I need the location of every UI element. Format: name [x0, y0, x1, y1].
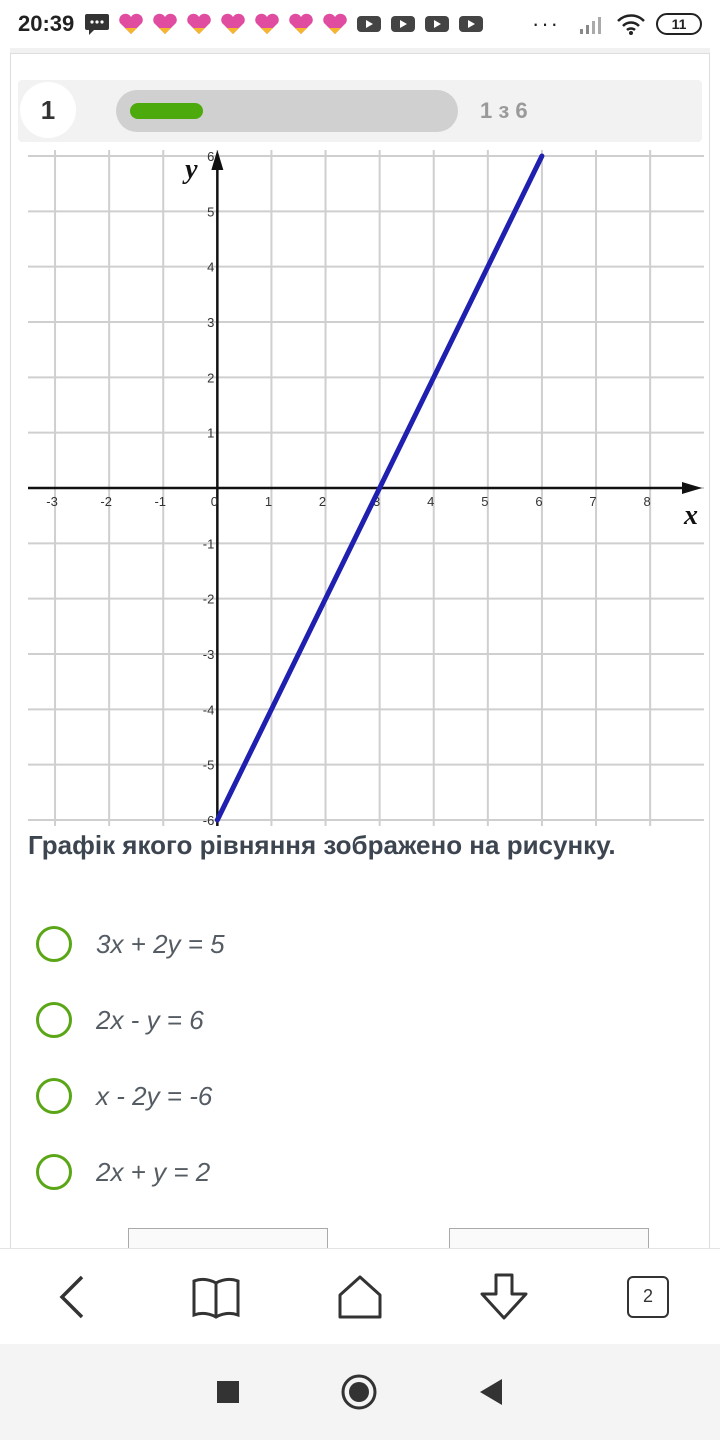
x-tick-label: -3: [46, 494, 58, 509]
radio-button[interactable]: [36, 926, 72, 962]
progress-bar-fill: [130, 103, 203, 119]
answer-label: 2x + y = 2: [96, 1156, 211, 1187]
back-button[interactable]: [37, 1262, 107, 1332]
question-text: Графік якого рівняння зображено на рисунку.: [28, 830, 616, 860]
x-axis-label: x: [684, 500, 698, 531]
recent-apps-icon[interactable]: [216, 1380, 240, 1404]
question-counter: 1 з 6: [480, 98, 528, 123]
answer-option-3[interactable]: [36, 1058, 676, 1134]
youtube-icon: [458, 14, 484, 34]
y-tick-label: -6: [202, 813, 215, 826]
tabs-button[interactable]: [613, 1262, 683, 1332]
x-tick-label: 2: [318, 494, 327, 509]
youtube-icon: [356, 14, 382, 34]
x-tick-label: 5: [481, 494, 489, 509]
x-tick-label: 8: [643, 494, 651, 509]
home-circle-icon[interactable]: [340, 1373, 378, 1411]
status-time: 20:39: [18, 11, 75, 36]
line-graph: [28, 150, 704, 826]
y-tick-label: 5: [207, 204, 215, 220]
radio-button[interactable]: [36, 1002, 72, 1038]
progress-bar: [116, 90, 458, 132]
answer-option-2[interactable]: [36, 982, 676, 1058]
y-tick-label: -5: [202, 757, 215, 773]
download-arrow-icon: [478, 1272, 530, 1322]
likee-heart-icon: [322, 13, 348, 35]
status-bar: [0, 0, 720, 48]
question-number-badge: 1: [20, 82, 76, 138]
chevron-left-icon: [52, 1272, 92, 1322]
tabs-count: 2: [627, 1276, 669, 1318]
likee-heart-icon: [220, 13, 246, 35]
y-tick-label: -2: [202, 591, 215, 607]
x-tick-label: -1: [154, 494, 167, 509]
answer-option-4[interactable]: [36, 1134, 676, 1210]
signal-icon: [578, 13, 606, 35]
x-tick-label: 0: [210, 494, 218, 509]
browser-toolbar: [0, 1248, 720, 1344]
book-icon: [191, 1275, 241, 1319]
x-tick-label: 7: [589, 494, 597, 509]
y-axis-label: y: [185, 154, 198, 185]
battery-level: 11: [671, 16, 687, 32]
wifi-icon: [616, 13, 646, 35]
y-tick-label: 2: [207, 370, 215, 386]
likee-heart-icon: [288, 13, 314, 35]
card-top-border: [10, 48, 710, 54]
back-triangle-icon[interactable]: [478, 1377, 504, 1407]
message-icon: [84, 13, 110, 35]
likee-heart-icon: [152, 13, 178, 35]
progress-header: [18, 80, 702, 142]
x-tick-label: 1: [264, 494, 273, 509]
likee-heart-icon: [186, 13, 212, 35]
y-tick-label: 3: [207, 315, 215, 330]
x-tick-label: -2: [100, 494, 112, 509]
notification-icons: [84, 13, 484, 35]
bookmarks-button[interactable]: [181, 1262, 251, 1332]
radio-button[interactable]: [36, 1154, 72, 1190]
y-tick-label: -1: [202, 536, 215, 552]
home-button[interactable]: [325, 1262, 395, 1332]
youtube-icon: [390, 14, 416, 34]
y-tick-label: 6: [207, 150, 215, 164]
y-tick-label: 1: [207, 425, 215, 441]
answer-label: 3x + 2y = 5: [96, 928, 225, 959]
answer-options: [36, 906, 676, 1210]
battery-indicator: [656, 13, 702, 35]
system-navigation-bar: [0, 1344, 720, 1440]
y-tick-label: 4: [207, 259, 215, 275]
answer-option-1[interactable]: [36, 906, 676, 982]
y-tick-label: -4: [202, 702, 215, 718]
y-tick-label: -3: [202, 647, 215, 662]
x-tick-label: 4: [427, 494, 435, 509]
likee-heart-icon: [254, 13, 280, 35]
x-tick-label: 6: [535, 494, 543, 509]
x-tick-label: 3: [373, 494, 381, 509]
downloads-button[interactable]: [469, 1262, 539, 1332]
answer-label: 2x - y = 6: [96, 1004, 204, 1035]
x-axis-arrow: [682, 482, 702, 494]
likee-heart-icon: [118, 13, 144, 35]
more-notifications-icon: ···: [532, 11, 560, 36]
answer-label: x - 2y = -6: [96, 1080, 213, 1111]
home-icon: [336, 1273, 384, 1321]
youtube-icon: [424, 14, 450, 34]
radio-button[interactable]: [36, 1078, 72, 1114]
